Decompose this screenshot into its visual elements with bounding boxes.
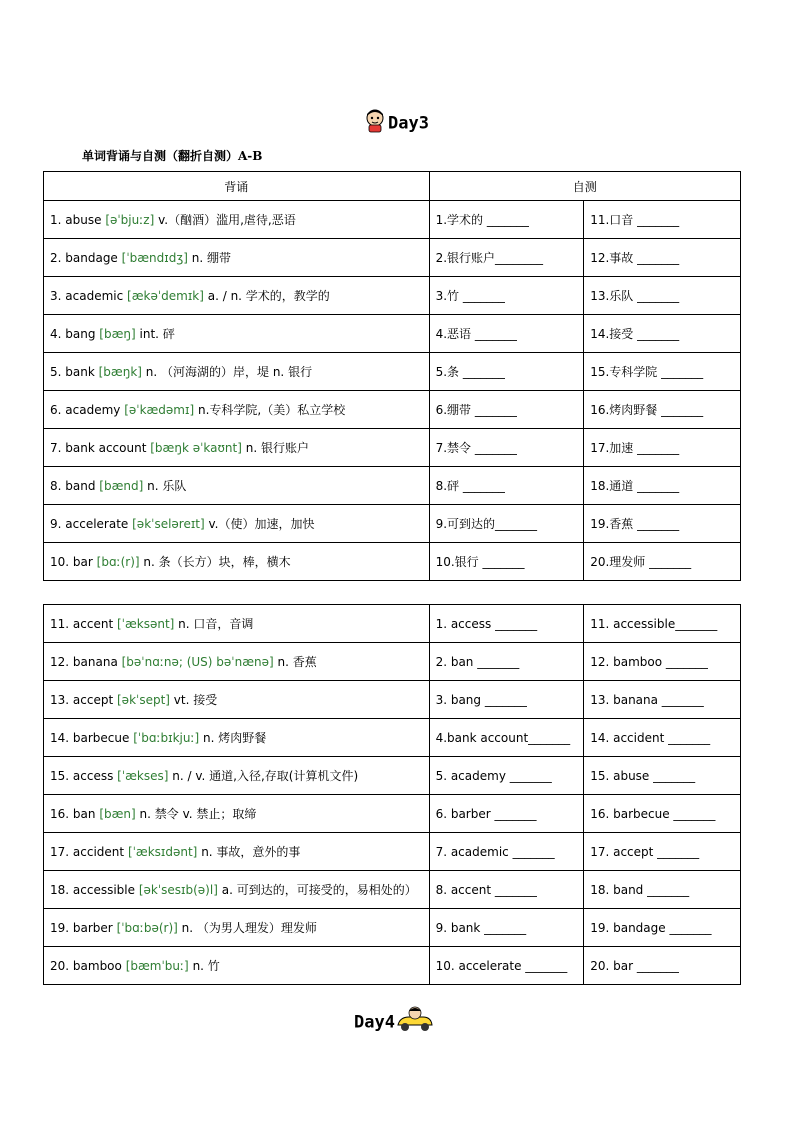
- selftest-cell-left[interactable]: 8. accent _______: [429, 871, 584, 909]
- entry-number: 7.: [50, 441, 66, 455]
- recite-cell: [44, 909, 430, 947]
- table-row: [44, 429, 741, 467]
- entry-number: 15.: [50, 769, 73, 783]
- selftest-cell-left[interactable]: 7. academic _______: [429, 833, 584, 871]
- entry-definition: a. 可到达的，可接受的，易相处的）: [221, 883, 417, 897]
- entry-definition: vt. 接受: [173, 693, 218, 707]
- entry-number: 4.: [50, 327, 66, 341]
- entry-definition: a. / n. 学术的，教学的: [207, 289, 330, 303]
- table-row: [44, 353, 741, 391]
- recite-cell: [44, 429, 430, 467]
- entry-phonetic: [ˈbændɪdʒ]: [121, 251, 188, 265]
- selftest-cell-right[interactable]: 11.口音 _______: [584, 201, 741, 239]
- table-row: [44, 757, 741, 795]
- entry-number: 6.: [50, 403, 66, 417]
- entry-number: 13.: [50, 693, 73, 707]
- section-subtitle: 单词背诵与自测（翻折自测）A-B: [82, 149, 263, 163]
- selftest-cell-left[interactable]: 2.银行账户________: [429, 239, 584, 277]
- recite-cell: [44, 543, 430, 581]
- recite-cell: [44, 315, 430, 353]
- entry-definition: int. 砰: [139, 327, 175, 341]
- selftest-cell-left[interactable]: 5.条 _______: [429, 353, 584, 391]
- entry-number: 17.: [50, 845, 73, 859]
- entry-number: 20.: [50, 959, 73, 973]
- entry-definition: n. 银行账户: [245, 441, 309, 455]
- entry-word: bank account: [65, 441, 147, 455]
- entry-phonetic: [əkˈseləreɪt]: [132, 517, 205, 531]
- day3-heading: [362, 108, 429, 139]
- header-recite: 背诵: [44, 172, 430, 201]
- selftest-cell-left[interactable]: 10.银行 _______: [429, 543, 584, 581]
- entry-phonetic: [bæn]: [99, 807, 136, 821]
- entry-phonetic: [bəˈnɑːnə; (US) bəˈnænə]: [121, 655, 274, 669]
- selftest-cell-right[interactable]: 17.加速 _______: [584, 429, 741, 467]
- entry-phonetic: [əkˈsept]: [117, 693, 170, 707]
- entry-phonetic: [ˈbɑːbɪkjuː]: [133, 731, 200, 745]
- selftest-cell-right[interactable]: 14.接受 _______: [584, 315, 741, 353]
- day3-label: Day3: [388, 113, 429, 134]
- entry-phonetic: [bænd]: [99, 479, 144, 493]
- entry-word: ban: [72, 807, 96, 821]
- selftest-cell-left[interactable]: 1.学术的 _______: [429, 201, 584, 239]
- recite-cell: [44, 643, 430, 681]
- selftest-cell-left[interactable]: 9. bank _______: [429, 909, 584, 947]
- selftest-cell-left[interactable]: 6. barber _______: [429, 795, 584, 833]
- entry-phonetic: [ˈbɑːbə(r)]: [116, 921, 178, 935]
- table-row: [44, 681, 741, 719]
- entry-definition: n. 条（长方）块，棒，横木: [143, 555, 291, 569]
- table-row: [44, 391, 741, 429]
- entry-definition: n. 口音，音调: [178, 617, 254, 631]
- entry-number: 19.: [50, 921, 73, 935]
- entry-phonetic: [ˈæksɪdənt]: [127, 845, 198, 859]
- selftest-cell-right[interactable]: 18.通道 _______: [584, 467, 741, 505]
- selftest-cell-left[interactable]: 5. academy _______: [429, 757, 584, 795]
- selftest-cell-right[interactable]: 16. barbecue _______: [584, 795, 741, 833]
- entry-definition: n.专科学院,（美）私立学校: [197, 403, 346, 417]
- entry-word: access: [72, 769, 114, 783]
- entry-phonetic: [bæŋk əˈkaʊnt]: [150, 441, 242, 455]
- entry-number: 10.: [50, 555, 73, 569]
- day4-label: Day4: [354, 1012, 395, 1033]
- table-row: [44, 947, 741, 985]
- entry-definition: n. 烤肉野餐: [203, 731, 267, 745]
- selftest-cell-left[interactable]: 3.竹 _______: [429, 277, 584, 315]
- selftest-cell-right[interactable]: 20.理发师 _______: [584, 543, 741, 581]
- selftest-cell-left[interactable]: 4.恶语 _______: [429, 315, 584, 353]
- entry-number: 1.: [50, 213, 66, 227]
- table-row: [44, 239, 741, 277]
- selftest-cell-left[interactable]: 6.绷带 _______: [429, 391, 584, 429]
- entry-definition: n. 事故，意外的事: [201, 845, 301, 859]
- selftest-cell-right[interactable]: 20. bar _______: [584, 947, 741, 985]
- recite-cell: [44, 947, 430, 985]
- entry-word: banana: [72, 655, 118, 669]
- entry-phonetic: [əˈkædəmɪ]: [124, 403, 195, 417]
- selftest-cell-left[interactable]: 1. access _______: [429, 605, 584, 643]
- entry-word: accessible: [72, 883, 136, 897]
- entry-definition: n. 香蕉: [277, 655, 317, 669]
- entry-number: 8.: [50, 479, 66, 493]
- entry-word: academic: [65, 289, 124, 303]
- recite-cell: [44, 353, 430, 391]
- vocab-table-2: [43, 604, 741, 985]
- entry-definition: n. 乐队: [147, 479, 187, 493]
- header-selftest: 自测: [429, 172, 740, 201]
- selftest-cell-right[interactable]: 15.专科学院 _______: [584, 353, 741, 391]
- entry-word: barber: [72, 921, 113, 935]
- recite-cell: [44, 719, 430, 757]
- selftest-cell-right[interactable]: 12. bamboo _______: [584, 643, 741, 681]
- recite-cell: [44, 681, 430, 719]
- selftest-cell-right[interactable]: 13. banana _______: [584, 681, 741, 719]
- entry-number: 2.: [50, 251, 66, 265]
- entry-word: accelerate: [65, 517, 129, 531]
- entry-phonetic: [bɑː(r)]: [96, 555, 140, 569]
- entry-number: 5.: [50, 365, 66, 379]
- table-row: [44, 795, 741, 833]
- table-row: [44, 543, 741, 581]
- recite-cell: [44, 605, 430, 643]
- selftest-cell-right[interactable]: 12.事故 _______: [584, 239, 741, 277]
- selftest-cell-right[interactable]: 19. bandage _______: [584, 909, 741, 947]
- recite-cell: [44, 391, 430, 429]
- entry-word: bandage: [65, 251, 118, 265]
- recite-cell: [44, 795, 430, 833]
- table-row: [44, 505, 741, 543]
- table-row: [44, 277, 741, 315]
- table-row: [44, 871, 741, 909]
- entry-definition: v.（酗酒）滥用,虐待,恶语: [158, 213, 296, 227]
- table-row: [44, 467, 741, 505]
- entry-phonetic: [əkˈsesɪb(ə)l]: [138, 883, 218, 897]
- entry-phonetic: [ˈæksənt]: [116, 617, 175, 631]
- entry-number: 9.: [50, 517, 66, 531]
- table-row: [44, 605, 741, 643]
- selftest-cell-right[interactable]: 17. accept _______: [584, 833, 741, 871]
- selftest-cell-left[interactable]: 9.可到达的_______: [429, 505, 584, 543]
- entry-word: accept: [72, 693, 114, 707]
- recite-cell: [44, 277, 430, 315]
- recite-cell: [44, 201, 430, 239]
- entry-word: accident: [72, 845, 125, 859]
- recite-cell: [44, 833, 430, 871]
- selftest-cell-right[interactable]: 16.烤肉野餐 _______: [584, 391, 741, 429]
- recite-cell: [44, 467, 430, 505]
- entry-definition: n. （河海湖的）岸，堤 n. 银行: [145, 365, 313, 379]
- cartoon-boy-icon: [362, 108, 388, 139]
- table-row: [44, 201, 741, 239]
- selftest-cell-right[interactable]: 18. band _______: [584, 871, 741, 909]
- recite-cell: [44, 871, 430, 909]
- entry-definition: n. 绷带: [191, 251, 232, 265]
- entry-number: 3.: [50, 289, 66, 303]
- entry-phonetic: [ækəˈdemɪk]: [127, 289, 204, 303]
- table-row: [44, 833, 741, 871]
- entry-word: bang: [65, 327, 96, 341]
- table-row: [44, 719, 741, 757]
- day4-heading: [354, 1005, 435, 1040]
- selftest-cell-left[interactable]: 4.bank account_______: [429, 719, 584, 757]
- recite-cell: [44, 757, 430, 795]
- entry-phonetic: [bæŋ]: [99, 327, 136, 341]
- selftest-cell-left[interactable]: 10. accelerate _______: [429, 947, 584, 985]
- entry-definition: v.（使）加速，加快: [208, 517, 315, 531]
- entry-definition: n. 禁令 v. 禁止；取缔: [139, 807, 257, 821]
- selftest-cell-right[interactable]: 11. accessible_______: [584, 605, 741, 643]
- entry-word: accent: [72, 617, 114, 631]
- entry-number: 16.: [50, 807, 73, 821]
- entry-phonetic: [bæŋk]: [98, 365, 142, 379]
- selftest-cell-right[interactable]: 13.乐队 _______: [584, 277, 741, 315]
- recite-cell: [44, 505, 430, 543]
- recite-cell: [44, 239, 430, 277]
- entry-word: bank: [65, 365, 95, 379]
- vocab-table-1: [43, 171, 741, 581]
- selftest-cell-right[interactable]: 14. accident _______: [584, 719, 741, 757]
- entry-word: abuse: [65, 213, 102, 227]
- entry-phonetic: [bæmˈbuː]: [125, 959, 189, 973]
- entry-number: 14.: [50, 731, 73, 745]
- entry-word: band: [65, 479, 96, 493]
- table-row: [44, 909, 741, 947]
- entry-phonetic: [əˈbjuːz]: [105, 213, 155, 227]
- selftest-cell-left[interactable]: 8.砰 _______: [429, 467, 584, 505]
- entry-word: bar: [72, 555, 93, 569]
- entry-phonetic: [ˈækses]: [117, 769, 169, 783]
- entry-word: academy: [65, 403, 121, 417]
- table-row: [44, 315, 741, 353]
- selftest-cell-left[interactable]: 2. ban _______: [429, 643, 584, 681]
- selftest-cell-right[interactable]: 15. abuse _______: [584, 757, 741, 795]
- selftest-cell-left[interactable]: 7.禁令 _______: [429, 429, 584, 467]
- entry-number: 11.: [50, 617, 73, 631]
- entry-word: bamboo: [72, 959, 122, 973]
- selftest-cell-right[interactable]: 19.香蕉 _______: [584, 505, 741, 543]
- entry-definition: n. （为男人理发）理发师: [181, 921, 317, 935]
- entry-number: 18.: [50, 883, 73, 897]
- entry-number: 12.: [50, 655, 73, 669]
- entry-definition: n. 竹: [192, 959, 220, 973]
- entry-word: barbecue: [72, 731, 130, 745]
- cartoon-car-icon: [395, 1005, 435, 1040]
- table-row: [44, 643, 741, 681]
- entry-definition: n. / v. 通道,入径,存取(计算机文件): [172, 769, 359, 783]
- selftest-cell-left[interactable]: 3. bang _______: [429, 681, 584, 719]
